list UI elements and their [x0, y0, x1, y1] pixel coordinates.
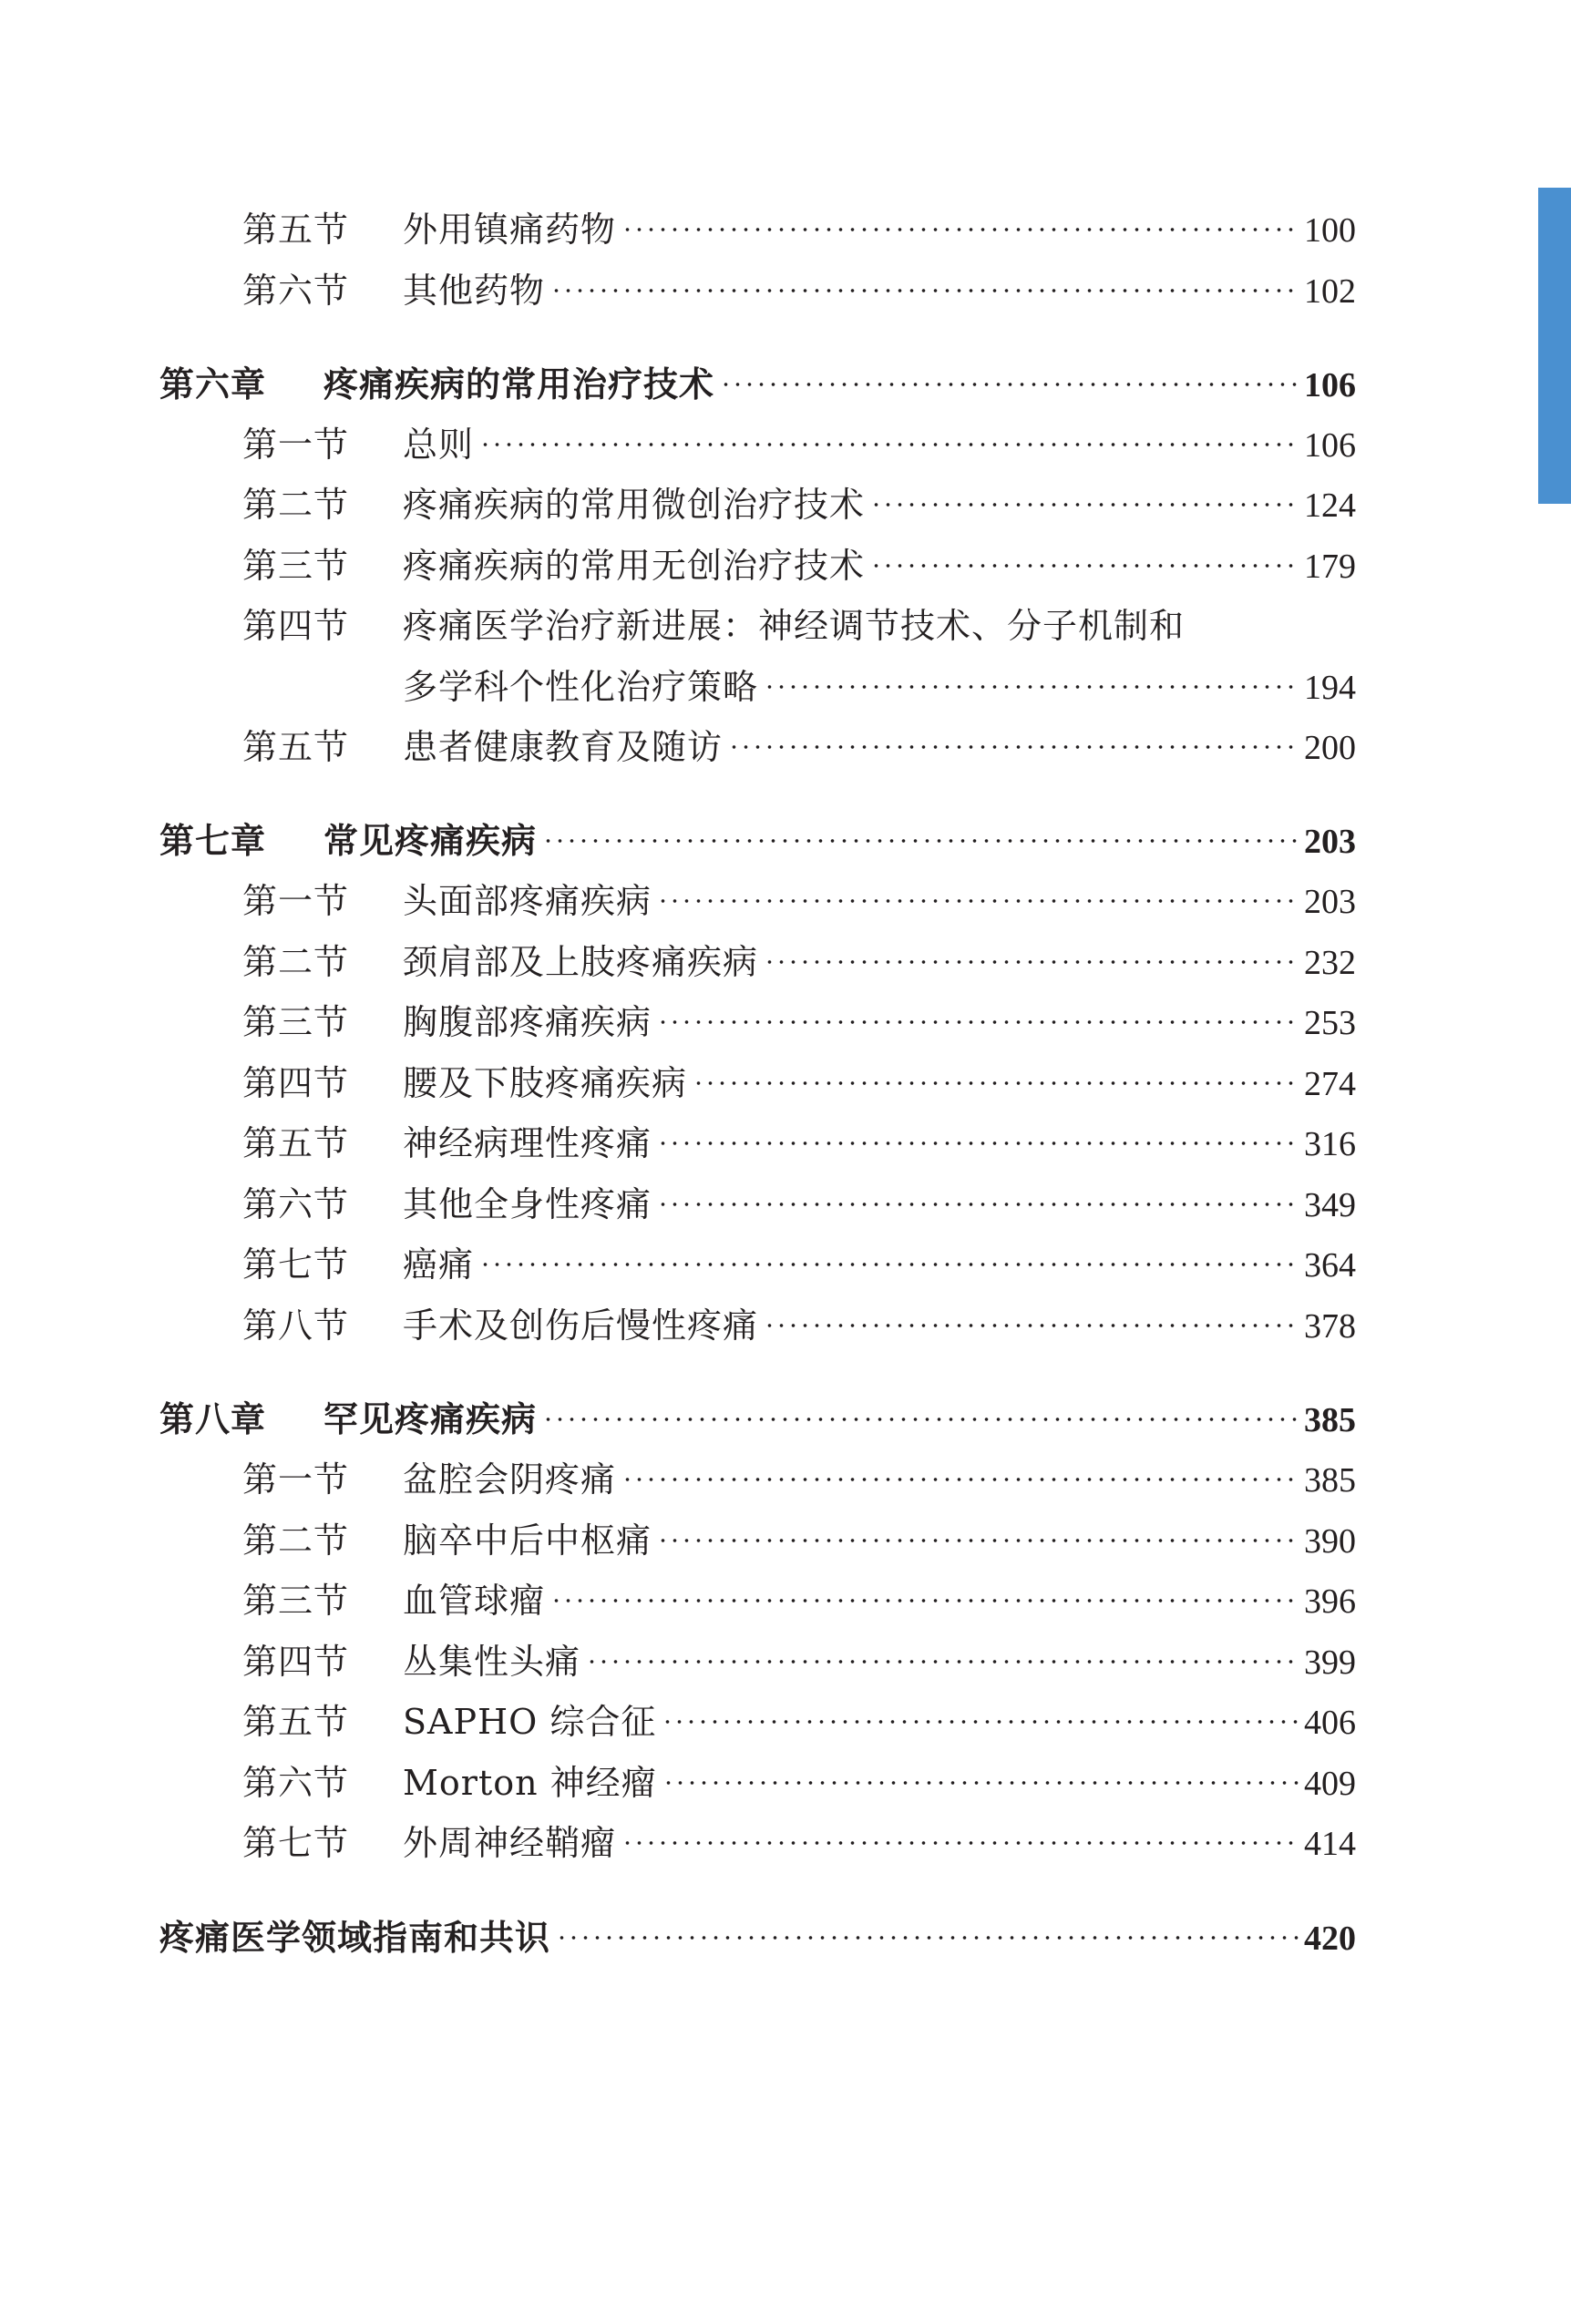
section-label: 第八节 — [242, 1305, 350, 1346]
section-title-continuation: 多学科个性化治疗策略 — [403, 667, 759, 707]
page-number: 203 — [1304, 823, 1356, 861]
page-number: 406 — [1304, 1704, 1356, 1742]
toc-section-continuation[interactable] — [403, 660, 1356, 713]
chapter-label: 第八章 — [159, 1399, 267, 1439]
dot-leader — [550, 1596, 1299, 1605]
chapter-title: 疼痛疾病的常用治疗技术 — [323, 364, 715, 404]
toc-section-entry[interactable] — [0, 721, 1571, 773]
section-label: 第二节 — [242, 1520, 350, 1561]
dot-leader — [621, 225, 1299, 234]
page-number: 390 — [1304, 1522, 1356, 1561]
section-label: 第三节 — [242, 1002, 350, 1042]
section-title: 外用镇痛药物 — [403, 210, 617, 250]
toc-section-entry[interactable] — [0, 996, 1571, 1049]
page-number: 385 — [1304, 1461, 1356, 1500]
dot-leader — [764, 682, 1299, 691]
page-number: 203 — [1304, 883, 1356, 921]
section-title: 盆腔会阴疼痛 — [403, 1459, 617, 1500]
dot-leader — [542, 836, 1299, 845]
toc-section-entry[interactable] — [0, 1695, 1571, 1748]
toc-section-entry[interactable] — [0, 478, 1571, 531]
dot-leader — [657, 1200, 1299, 1209]
page-number: 378 — [1304, 1307, 1356, 1346]
section-title: 手术及创伤后慢性疼痛 — [403, 1305, 759, 1346]
dot-leader — [662, 1778, 1299, 1787]
toc-section-entry[interactable] — [0, 599, 1571, 652]
toc-chapter-6[interactable] — [0, 358, 1571, 411]
page-number: 194 — [1304, 669, 1356, 707]
dot-leader — [662, 1717, 1299, 1726]
section-title: 头面部疼痛疾病 — [403, 881, 652, 921]
dot-leader — [728, 742, 1299, 752]
section-label: 第一节 — [242, 881, 350, 921]
section-label: 第六节 — [242, 271, 350, 311]
section-title: 疼痛疾病的常用无创治疗技术 — [403, 546, 866, 586]
dot-leader — [870, 561, 1299, 570]
page-number: 316 — [1304, 1125, 1356, 1163]
section-label: 第二节 — [242, 485, 350, 525]
dot-leader — [657, 896, 1299, 906]
section-label: 第四节 — [242, 606, 350, 646]
section-title: 疼痛医学治疗新进展：神经调节技术、分子机制和 — [403, 606, 1186, 646]
page-number: 364 — [1304, 1246, 1356, 1285]
page-number: 409 — [1304, 1765, 1356, 1803]
toc-section-entry[interactable] — [0, 1574, 1571, 1627]
page-number: 420 — [1304, 1920, 1356, 1958]
chapter-title: 罕见疼痛疾病 — [323, 1399, 538, 1439]
section-title: 腰及下肢疼痛疾病 — [403, 1063, 688, 1103]
toc-chapter-8[interactable] — [0, 1393, 1571, 1446]
dot-leader — [764, 1321, 1299, 1330]
section-label: 第一节 — [242, 425, 350, 465]
chapter-label: 第七章 — [159, 821, 267, 861]
dot-leader — [764, 957, 1299, 967]
page-number: 274 — [1304, 1065, 1356, 1103]
page-number: 414 — [1304, 1825, 1356, 1863]
dot-leader — [693, 1079, 1299, 1088]
page-number: 349 — [1304, 1186, 1356, 1224]
page-number: 106 — [1304, 366, 1356, 404]
dot-leader — [657, 1139, 1299, 1148]
section-title: Morton 神经瘤 — [403, 1763, 657, 1803]
page-number: 200 — [1304, 729, 1356, 767]
page-number: 179 — [1304, 548, 1356, 586]
dot-leader — [657, 1018, 1299, 1027]
toc-section-entry[interactable] — [0, 264, 1571, 317]
chapter-title: 常见疼痛疾病 — [323, 821, 538, 861]
section-label: 第六节 — [242, 1763, 350, 1803]
section-title: 总则 — [403, 425, 475, 465]
section-label: 第三节 — [242, 1581, 350, 1621]
section-title: 丛集性头痛 — [403, 1642, 581, 1682]
section-title: 患者健康教育及随访 — [403, 727, 724, 767]
page-number: 124 — [1304, 486, 1356, 525]
dot-leader — [479, 440, 1299, 449]
section-label: 第六节 — [242, 1184, 350, 1224]
page-number: 100 — [1304, 211, 1356, 250]
page-number: 385 — [1304, 1401, 1356, 1439]
toc-section-entry[interactable] — [0, 1514, 1571, 1567]
section-label: 第五节 — [242, 1123, 350, 1163]
section-title: 疼痛疾病的常用微创治疗技术 — [403, 485, 866, 525]
page-number: 399 — [1304, 1643, 1356, 1682]
appendix-title: 疼痛医学领域指南和共识 — [159, 1918, 551, 1958]
section-label: 第五节 — [242, 210, 350, 250]
toc-section-entry[interactable] — [0, 203, 1571, 256]
dot-leader — [870, 500, 1299, 509]
section-title: 颈肩部及上肢疼痛疾病 — [403, 942, 759, 982]
section-title: 其他全身性疼痛 — [403, 1184, 652, 1224]
section-label: 第四节 — [242, 1642, 350, 1682]
toc-section-entry[interactable] — [0, 1453, 1571, 1506]
page-number: 106 — [1304, 426, 1356, 465]
page-number: 232 — [1304, 944, 1356, 982]
chapter-label: 第六章 — [159, 364, 267, 404]
section-title: SAPHO 综合征 — [403, 1702, 657, 1742]
toc-section-entry[interactable] — [0, 1817, 1571, 1869]
toc-section-entry[interactable] — [0, 1117, 1571, 1170]
dot-leader — [556, 1933, 1299, 1942]
section-label: 第七节 — [242, 1244, 350, 1285]
section-title: 脑卒中后中枢痛 — [403, 1520, 652, 1561]
page-number: 102 — [1304, 272, 1356, 311]
dot-leader — [720, 380, 1299, 389]
toc-section-entry[interactable] — [0, 875, 1571, 927]
section-title: 胸腹部疼痛疾病 — [403, 1002, 652, 1042]
toc-section-entry[interactable] — [0, 1238, 1571, 1291]
section-label: 第五节 — [242, 727, 350, 767]
dot-leader — [550, 286, 1299, 295]
toc-section-entry[interactable] — [0, 936, 1571, 988]
section-label: 第一节 — [242, 1459, 350, 1500]
dot-leader — [542, 1415, 1299, 1424]
section-label: 第二节 — [242, 942, 350, 982]
toc-section-entry[interactable] — [0, 539, 1571, 592]
page-number: 396 — [1304, 1582, 1356, 1621]
dot-leader — [586, 1657, 1299, 1666]
toc-chapter-7[interactable] — [0, 814, 1571, 867]
toc-section-entry[interactable] — [0, 1756, 1571, 1809]
section-label: 第四节 — [242, 1063, 350, 1103]
section-title: 外周神经鞘瘤 — [403, 1823, 617, 1863]
toc-section-entry[interactable] — [0, 1299, 1571, 1352]
section-title: 癌痛 — [403, 1244, 475, 1285]
toc-appendix-entry[interactable] — [0, 1911, 1571, 1964]
dot-leader — [657, 1536, 1299, 1545]
section-label: 第七节 — [242, 1823, 350, 1863]
section-label: 第三节 — [242, 546, 350, 586]
toc-section-entry[interactable] — [0, 1635, 1571, 1688]
toc-section-entry[interactable] — [0, 418, 1571, 471]
dot-leader — [621, 1838, 1299, 1848]
toc-section-entry[interactable] — [0, 1057, 1571, 1110]
toc-section-entry[interactable] — [0, 1178, 1571, 1231]
section-title: 血管球瘤 — [403, 1581, 546, 1621]
section-label: 第五节 — [242, 1702, 350, 1742]
section-title: 其他药物 — [403, 271, 546, 311]
section-title: 神经病理性疼痛 — [403, 1123, 652, 1163]
page-number: 253 — [1304, 1004, 1356, 1042]
dot-leader — [479, 1260, 1299, 1269]
dot-leader — [621, 1475, 1299, 1484]
